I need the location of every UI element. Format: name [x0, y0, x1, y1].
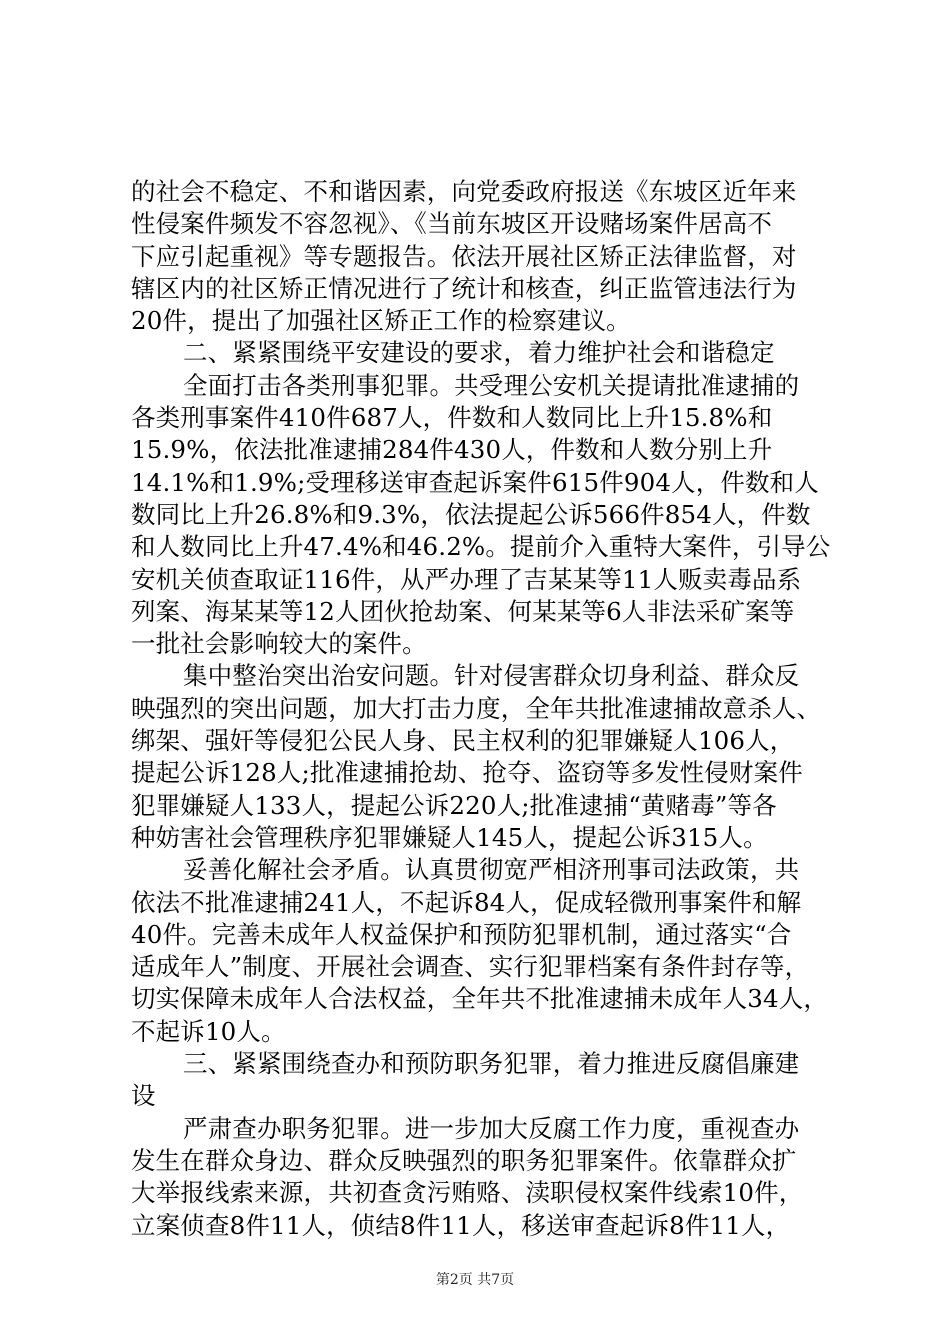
body-text	[131, 176, 831, 1242]
text-line: 映强烈的突出问题，加大打击力度，全年共批准逮捕故意杀人、	[131, 693, 822, 723]
text-line: 适成年人”制度、开展社会调查、实行犯罪档案有条件封存等，	[131, 952, 810, 982]
text-line: 集中整治突出治安问题。针对侵害群众切身利益、群众反	[183, 661, 800, 691]
text-line: 的社会不稳定、不和谐因素，向党委政府报送《东坡区近年来	[131, 177, 797, 206]
text-line: 提起公诉128人;批准逮捕抢劫、抢夺、盗窃等多发性侵财案件	[131, 758, 803, 788]
text-line: 切实保障未成年人合法权益，全年共不批准逮捕未成年人34人，	[131, 984, 829, 1014]
text-line: 不起诉10人。	[131, 1016, 286, 1046]
text-line: 15.9%，依法批准逮捕284件430人，件数和人数分别上升	[131, 435, 773, 465]
text-line: 40件。完善未成年人权益保护和预防犯罪机制，通过落实“合	[131, 919, 792, 949]
text-line: 严肃查办职务犯罪。进一步加大反腐工作力度，重视查办	[183, 1113, 800, 1143]
text-line: 14.1%和1.9%;受理移送审查起诉案件615件904人，件数和人	[131, 467, 819, 497]
page-footer: 第2页 共7页	[435, 1272, 515, 1288]
text-line: 种妨害社会管理秩序犯罪嫌疑人145人，提起公诉315人。	[131, 822, 768, 852]
text-line: 下应引起重视》等专题报告。依法开展社区矫正法律监督，对	[131, 241, 797, 271]
text-line: 依法不批准逮捕241人，不起诉84人，促成轻微刑事案件和解	[131, 887, 802, 917]
text-line: 大举报线索来源，共初查贪污贿赂、渎职侵权案件线索10件，	[131, 1178, 804, 1208]
text-line: 三、紧紧围绕查办和预防职务犯罪，着力推进反腐倡廉建	[183, 1049, 800, 1079]
text-line: 辖区内的社区矫正情况进行了统计和核查，纠正监管违法行为	[131, 273, 797, 303]
text-line: 性侵案件频发不容忽视》、《当前东坡区开设赌场案件居高不	[131, 209, 773, 239]
text-line: 设	[131, 1081, 156, 1111]
text-line: 犯罪嫌疑人133人，提起公诉220人;批准逮捕“黄赌毒”等各	[131, 790, 777, 820]
text-line: 发生在群众身边、群众反映强烈的职务犯罪案件。依靠群众扩	[131, 1145, 797, 1175]
text-line: 数同比上升26.8%和9.3%，依法提起公诉566件854人，件数	[131, 499, 811, 529]
text-line: 二、紧紧围绕平安建设的要求，着力维护社会和谐稳定	[183, 338, 775, 368]
text-line: 立案侦查8件11人，侦结8件11人，移送审查起诉8件11人，	[131, 1210, 791, 1240]
text-line: 绑架、强奸等侵犯公民人身、民主权利的犯罪嫌疑人106人，	[131, 726, 795, 756]
text-line: 20件，提出了加强社区矫正工作的检察建议。	[131, 306, 631, 336]
text-line: 和人数同比上升47.4%和46.2%。提前介入重特大案件，引导公	[131, 532, 831, 562]
text-line: 安机关侦查取证116件，从严办理了吉某某等11人贩卖毒品系	[131, 564, 802, 594]
text-line: 妥善化解社会矛盾。认真贯彻宽严相济刑事司法政策，共	[183, 855, 800, 885]
text-line: 一批社会影响较大的案件。	[131, 629, 427, 659]
text-line: 全面打击各类刑事犯罪。共受理公安机关提请批准逮捕的	[183, 370, 800, 400]
text-line: 列案、海某某等12人团伙抢劫案、何某某等6人非法采矿案等	[131, 596, 795, 626]
text-line: 各类刑事案件410件687人，件数和人数同比上升15.8%和	[131, 403, 773, 433]
